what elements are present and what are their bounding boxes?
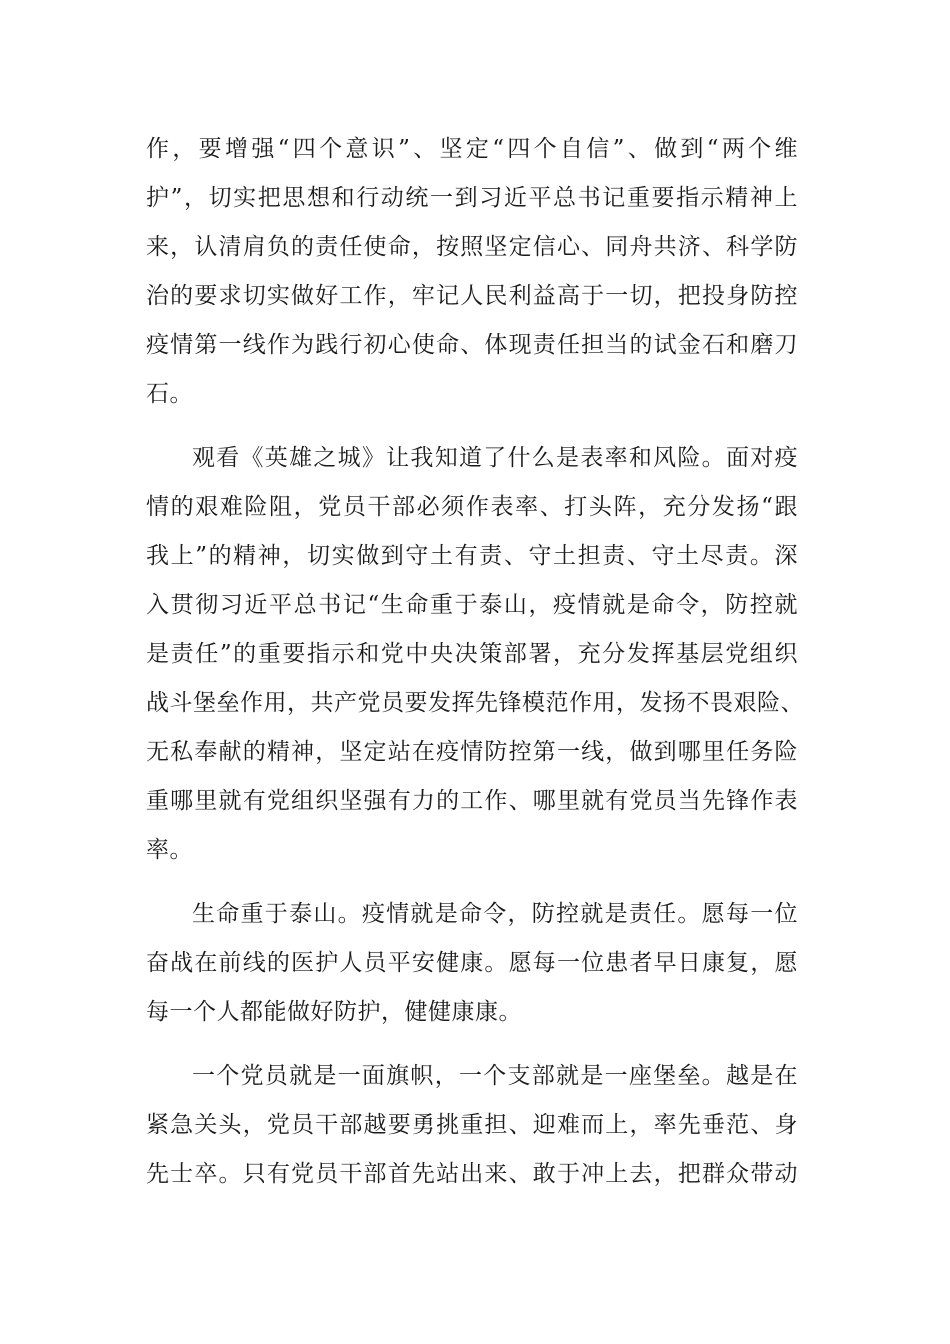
text-line: 奋战在前线的医护人员平安健康。愿每一位患者早日康复，愿 (146, 950, 798, 976)
text-line: 每一个人都能做好防护，健健康康。 (146, 999, 522, 1025)
paragraph-4 (146, 1052, 798, 1199)
text-line: 无私奉献的精神，坚定站在疫情防控第一线，做到哪里任务险 (146, 739, 798, 765)
text-line: 观看《英雄之城》让我知道了什么是表率和风险。面对疫 (192, 445, 798, 471)
text-line: 紧急关头，党员干部越要勇挑重担、迎难而上，率先垂范、身 (146, 1112, 798, 1138)
text-line: 我上”的精神，切实做到守土有责、守土担责、守土尽责。深 (146, 543, 798, 569)
text-line: 治的要求切实做好工作，牢记人民利益高于一切，把投身防控 (146, 283, 798, 309)
text-line: 率。 (146, 837, 193, 863)
document-body (146, 125, 804, 1199)
text-line: 情的艰难险阻，党员干部必须作表率、打头阵，充分发扬“跟 (146, 494, 798, 520)
text-line: 疫情第一线作为践行初心使命、体现责任担当的试金石和磨刀 (146, 332, 798, 358)
paragraph-3 (146, 890, 798, 1037)
text-line: 先士卒。只有党员干部首先站出来、敢于冲上去，把群众带动 (146, 1161, 798, 1187)
text-line: 作，要增强“四个意识”、坚定“四个自信”、做到“两个维 (146, 136, 798, 162)
paragraph-1 (146, 125, 798, 419)
text-line: 战斗堡垒作用，共产党员要发挥先锋模范作用，发扬不畏艰险、 (146, 690, 804, 716)
text-line: 石。 (146, 381, 193, 407)
text-line: 生命重于泰山。疫情就是命令，防控就是责任。愿每一位 (192, 901, 798, 927)
text-line: 来，认清肩负的责任使命，按照坚定信心、同舟共济、科学防 (146, 234, 798, 260)
paragraph-2 (146, 434, 804, 875)
text-line: 入贯彻习近平总书记“生命重于泰山，疫情就是命令，防控就 (146, 592, 798, 618)
text-line: 一个党员就是一面旗帜，一个支部就是一座堡垒。越是在 (192, 1063, 798, 1089)
text-line: 护”，切实把思想和行动统一到习近平总书记重要指示精神上 (146, 185, 798, 211)
text-line: 是责任”的重要指示和党中央决策部署，充分发挥基层党组织 (146, 641, 798, 667)
text-line: 重哪里就有党组织坚强有力的工作、哪里就有党员当先锋作表 (146, 788, 798, 814)
